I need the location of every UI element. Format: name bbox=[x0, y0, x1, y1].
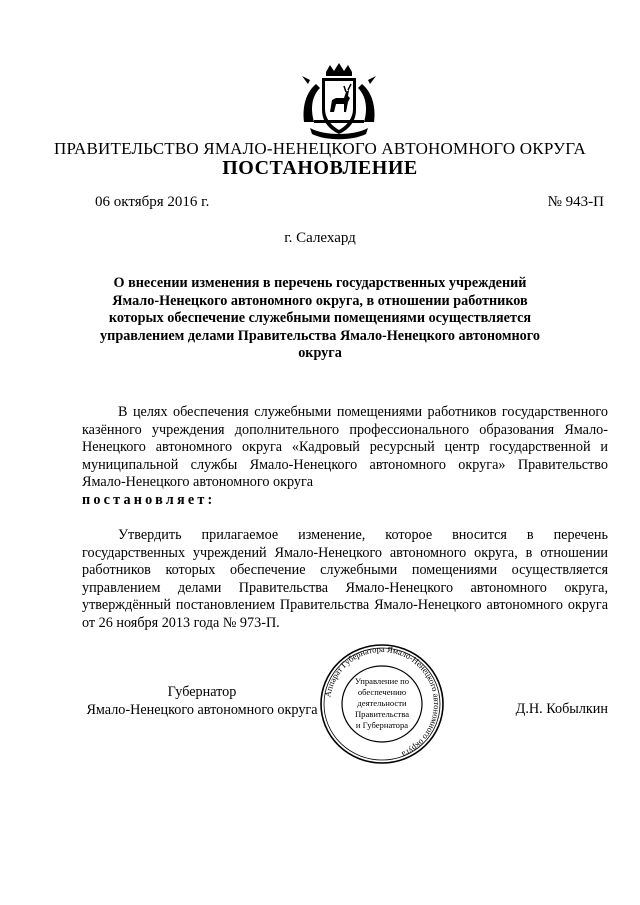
signatory-region: Ямало-Ненецкого автономного округа bbox=[86, 702, 318, 718]
stamp-inner-line: обеспечению bbox=[357, 687, 407, 697]
coat-of-arms-emblem bbox=[296, 62, 382, 142]
stamp-inner-line: деятельности bbox=[357, 698, 407, 708]
official-stamp bbox=[318, 642, 446, 766]
preamble-paragraph bbox=[82, 404, 608, 510]
signatory-name: Д.Н. Кобылкин bbox=[515, 701, 608, 717]
stamp-inner-line: Управление по bbox=[354, 676, 410, 686]
stamp-inner-line: и Губернатора bbox=[355, 720, 409, 730]
government-title: ПРАВИТЕЛЬСТВО ЯМАЛО-НЕНЕЦКОГО АВТОНОМНОГО ОКРУГА bbox=[54, 139, 586, 158]
document-number: № 943-П bbox=[547, 194, 604, 210]
decree-word: постановляет: bbox=[82, 491, 216, 508]
document-subject: О внесении изменения в перечень государственных учреждений Ямало-Ненецкого автономного округа, в отношении работников которых обеспечение служебными помещениями осуществляется управлением делами Правительства Ямало-Ненецкого автономного округа bbox=[100, 275, 540, 362]
stamp-inner-line: Правительства bbox=[354, 709, 410, 719]
resolution-paragraph: Утвердить прилагаемое изменение, которое вносится в перечень государственных учреждений Ямало-Ненецкого автономного округа, в отношении работников которых обеспечение служебными помещениями осуществляется управлением делами Правительства Ямало-Ненецкого автономного округа, утверждённый постановлением Правительства Ямало-Ненецкого автономного округа от 26 ноября 2013 года № 973-П. bbox=[82, 527, 608, 631]
document-type: ПОСТАНОВЛЕНИЕ bbox=[222, 157, 418, 179]
stamp-outer-text: Аппарат Губернатора Ямало-Ненецкого автономного округа bbox=[322, 643, 443, 760]
document-city: г. Салехард bbox=[284, 230, 356, 246]
preamble-text: В целях обеспечения служебными помещениями работников государственного казённого учреждения дополнительного профессионального образования Ямало-Ненецкого автономного округа «Кадровый ресурсный центр государственной и муниципальной службы Ямало-Ненецкого автономного округа» Правительство Ямало-Ненецкого автономного округа bbox=[82, 404, 608, 491]
signatory-title: Губернатор bbox=[167, 684, 237, 700]
document-date: 06 октября 2016 г. bbox=[95, 194, 210, 210]
signatory-position bbox=[82, 683, 322, 719]
